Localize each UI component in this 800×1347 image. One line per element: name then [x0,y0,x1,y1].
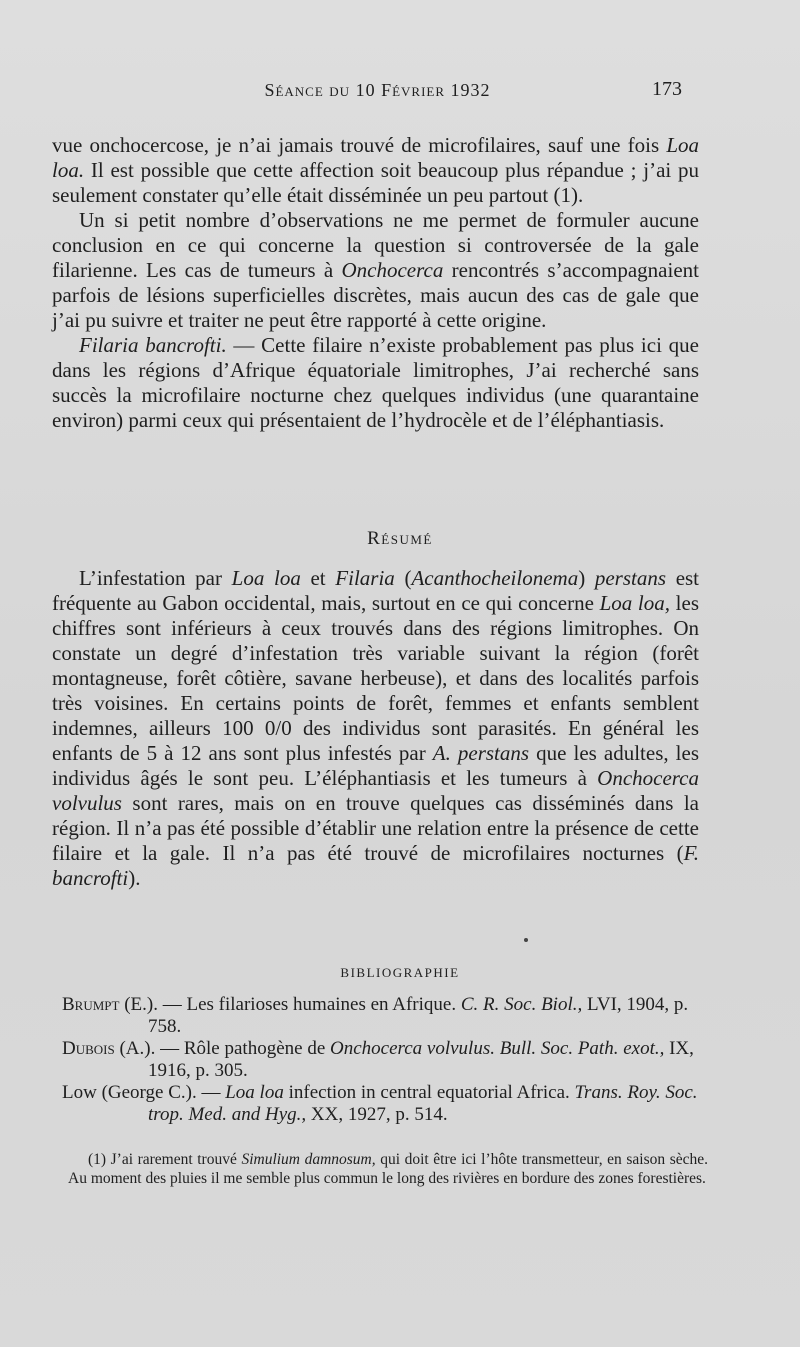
text-run: que les adultes, les individus âgés le sont peu. L’éléphantiasis et les tumeurs à [52,741,699,790]
resume-text-block [52,566,699,891]
page-number: 173 [652,78,682,100]
italic-run: Loa loa, [599,591,671,615]
author-name: Dubois [62,1038,115,1059]
text-run: (1) J’ai rarement trouvé [88,1151,242,1168]
text-run: est fréquente au Gabon occidental, mais, surtout en ce qui concerne [52,566,700,615]
paragraph-3 [52,333,699,433]
text-run: vue onchocercose, je n’ai jamais trouvé de microfilaires, sauf une fois [52,133,667,157]
italic-run: Filaria bancrofti. [79,333,227,357]
text-run: Un si petit nombre d’observations ne me permet de formuler aucune conclusion en ce qui concerne la question si controversée de la gale filarienne. Les cas de tumeurs à [52,208,699,282]
italic-run: Simulium damnosum, [241,1151,376,1168]
text-run: ) [578,566,595,590]
italic-run: Acanthocheilonema [411,566,579,590]
text-run: ). [128,866,141,890]
footnote [68,1150,708,1188]
text-run: (A.). — Rôle pathogène de [114,1038,331,1059]
resume-paragraph [52,566,699,891]
text-run: infection in central equatorial Africa. [283,1082,575,1103]
text-run: qui doit être ici l’hôte transmetteur, en saison sèche. Au moment des pluies il me semble plus commun le long des rivières en bordure des zones forestières. [68,1151,708,1187]
text-run: Il est possible que cette affection soit beaucoup plus répandue ; j’ai pu seulement constater qu’elle était disséminée un peu partout (1). [52,158,699,207]
italic-run: Loa loa [231,566,301,590]
bibliography-entry-dubois [62,1038,702,1082]
paragraph-2 [52,208,699,333]
bibliography-list [62,994,702,1126]
bibliography-heading: BIBLIOGRAPHIE [340,965,460,980]
footnote-text [68,1150,708,1188]
text-run: ( [394,566,412,590]
running-head: Séance du 10 Février 1932 [264,80,491,100]
italic-run: Loa loa [225,1082,284,1103]
italic-run: Loa loa. [52,133,699,182]
italic-run: Onchocerca volvulus [52,766,699,815]
italic-run: F. bancrofti [52,841,699,890]
bibliography-entry-low [62,1082,702,1126]
text-run: sont rares, mais on en trouve quelques cas disséminés dans la région. Il n’a pas été possible d’établir une relation entre la présence de cette filaire et la gale. Il n’a pas été trouvé de microfilaires nocturnes ( [52,791,699,865]
bibliography-entry-brumpt [62,994,702,1038]
author-name: Brumpt [62,994,120,1015]
italic-run: Onchocerca volvulus. Bull. Soc. Path. exot., [330,1038,665,1059]
text-run: L’infestation par [79,566,232,590]
text-run: IX, 1916, p. 305. [148,1038,694,1081]
text-run: rencontrés s’accompagnaient parfois de lésions superficielles discrètes, mais aucun des cas de gale que j’ai pu suivre et traiter ne peut être rapporté à cette origine. [52,258,699,332]
text-run: LVI, 1904, p. 758. [148,994,689,1037]
text-run: — Cette filaire n’existe probablement pas plus ici que dans les régions d’Afrique équatoriale limitrophes, J’ai recherché sans succès la microfilaire nocturne chez quelques individus (une quarantaine environ) parmi ceux qui présentaient de l’hydrocèle et de l’éléphantiasis. [52,333,699,432]
print-speck [524,938,528,942]
resume-heading: Résumé [367,528,433,549]
italic-run: C. R. Soc. Biol., [460,994,583,1015]
italic-run: Filaria [335,566,395,590]
text-run: XX, 1927, p. 514. [306,1104,448,1125]
text-run: et [300,566,336,590]
text-run: Low (George C.). — [62,1082,226,1103]
text-run: (E.). — Les filarioses humaines en Afrique. [119,994,461,1015]
italic-run: perstans [594,566,667,590]
text-run: les chiffres sont inférieurs à ceux trouvés dans des régions limitrophes. On constate un degré d’infestation très variable suivant la région (forêt montagneuse, forêt côtière, savane herbeuse), et dans des localités parfois très voisines. En certains points de forêt, femmes et enfants semblent indemnes, ailleurs 100 0/0 des individus sont parasités. En général les enfants de 5 à 12 ans sont plus infestés par [52,591,700,765]
italic-run: Onchocerca [341,258,444,282]
body-text [52,133,699,433]
italic-run: Trans. Roy. Soc. trop. Med. and Hyg., [148,1082,698,1125]
paragraph-1 [52,133,699,208]
italic-run: A. perstans [432,741,530,765]
